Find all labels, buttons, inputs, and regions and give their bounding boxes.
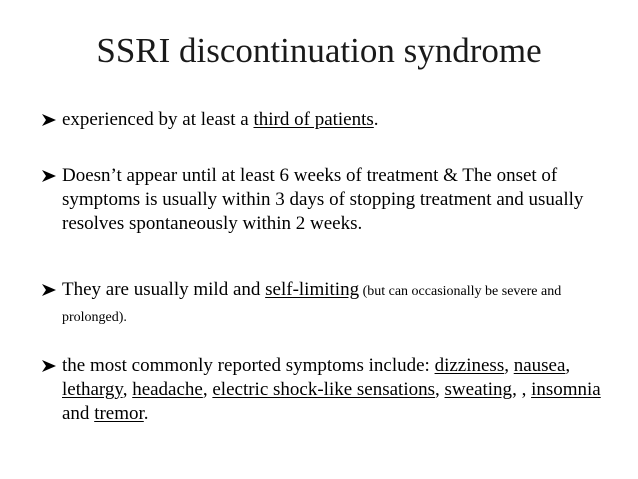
symptom-link-headache[interactable]: headache	[132, 379, 203, 400]
bullet-text: the most commonly reported symptoms include: dizziness, nausea, lethargy, headache, electric shock-like sensations, sweating, , insomnia and tremor.	[62, 355, 601, 424]
bullet-item	[40, 278, 620, 330]
bullet-text: Doesn’t appear until at least 6 weeks of treatment & The onset of symptoms is usually within 3 days of stopping treatment and usually resolves spontaneously within 2 weeks.	[62, 165, 584, 234]
bullet-item	[40, 354, 620, 426]
bullet-item	[40, 164, 620, 236]
symptom-link-electric-shock[interactable]: electric shock-like sensations	[212, 379, 436, 400]
third-of-patients-link[interactable]: third of patients	[253, 109, 374, 130]
arrowhead-bullet-icon	[40, 354, 58, 378]
slide-title: SSRI discontinuation syndrome	[96, 31, 542, 70]
bullet-note: (but can occasionally be severe and prolonged).	[62, 284, 562, 325]
symptom-link-sweating[interactable]: sweating	[444, 379, 513, 400]
arrowhead-bullet-icon	[40, 164, 58, 188]
symptom-link-nausea[interactable]: nausea	[513, 355, 566, 376]
symptom-link-dizziness[interactable]: dizziness	[434, 355, 505, 376]
symptom-link-tremor[interactable]: tremor	[94, 403, 144, 424]
bullet-item	[40, 108, 620, 132]
arrowhead-bullet-icon	[40, 278, 58, 302]
arrowhead-bullet-icon	[40, 108, 58, 132]
bullet-text: They are usually mild and self-limiting (but can occasionally be severe and prolonged).	[62, 279, 562, 325]
symptom-link-insomnia[interactable]: insomnia	[531, 379, 601, 400]
bullet-text: experienced by at least a third of patients.	[62, 109, 379, 130]
symptom-link-lethargy[interactable]: lethargy	[62, 379, 123, 400]
self-limiting-link[interactable]: self-limiting	[265, 279, 360, 300]
